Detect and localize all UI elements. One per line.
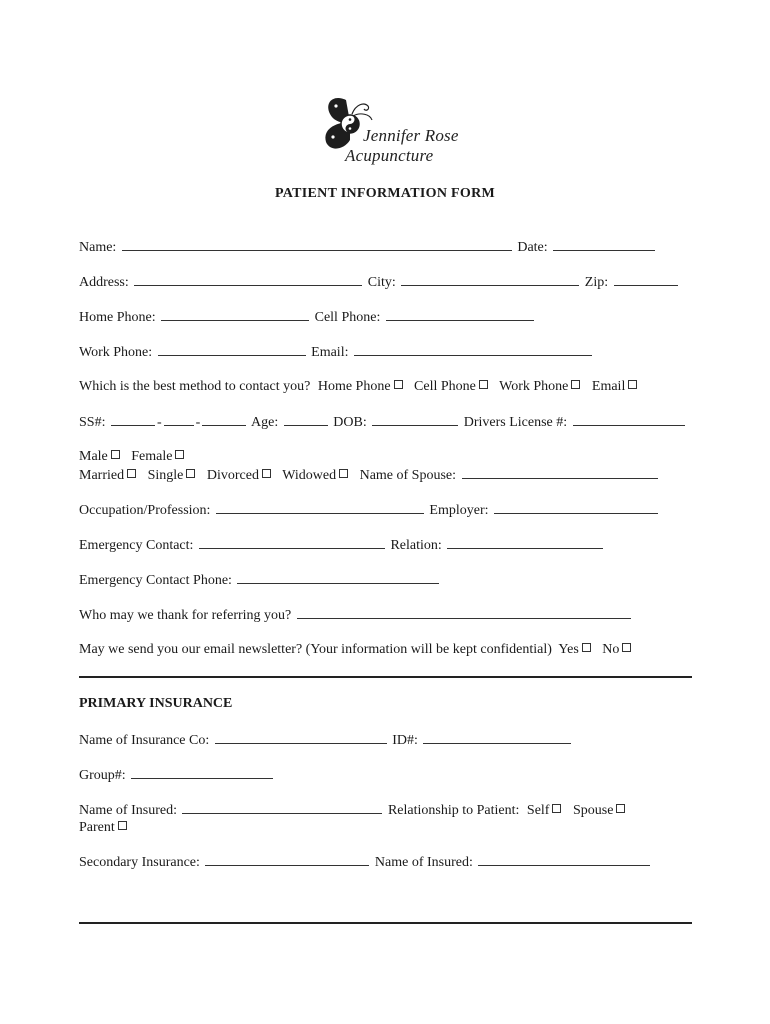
name-row <box>79 238 657 257</box>
section-divider <box>79 676 692 678</box>
emergency-contact-field[interactable] <box>199 536 385 549</box>
contact-option-cell-phone[interactable]: Cell Phone <box>414 379 488 394</box>
contact-option-home-phone[interactable]: Home Phone <box>318 379 403 394</box>
ssn-field-part2[interactable] <box>164 413 194 426</box>
email-label: Email: <box>311 345 349 360</box>
insurance-id-label: ID#: <box>392 733 418 748</box>
checkbox[interactable] <box>552 804 561 813</box>
insured-row-wrap <box>79 819 127 837</box>
page-title: PATIENT INFORMATION FORM <box>274 186 496 201</box>
checkbox[interactable] <box>111 450 120 459</box>
occupation-field[interactable] <box>216 501 424 514</box>
newsletter-option-yes[interactable]: Yes <box>558 642 590 657</box>
dob-field[interactable] <box>372 413 458 426</box>
license-label: Drivers License #: <box>463 415 568 430</box>
home-phone-label: Home Phone: <box>79 310 156 325</box>
newsletter-option-no[interactable]: No <box>602 642 631 657</box>
secondary-insurance-row <box>79 853 652 872</box>
address-row <box>79 273 680 292</box>
checkbox[interactable] <box>616 804 625 813</box>
ssn-field-part1[interactable] <box>111 413 155 426</box>
gender-row <box>79 448 184 466</box>
license-field[interactable] <box>573 413 685 426</box>
name-field[interactable] <box>122 238 512 251</box>
occupation-row <box>79 501 660 520</box>
section-title-primary-insurance: PRIMARY INSURANCE <box>79 696 233 711</box>
cell-phone-field[interactable] <box>386 308 534 321</box>
date-field[interactable] <box>553 238 655 251</box>
emergency-phone-field[interactable] <box>237 571 439 584</box>
id-details-row: SS#: - - Age: DOB: Drivers License #: <box>79 413 687 432</box>
relationship-label: Relationship to Patient: <box>387 803 520 818</box>
spouse-label: Name of Spouse: <box>359 468 457 483</box>
secondary-insured-field[interactable] <box>478 853 650 866</box>
logo-text-line2: Acupuncture <box>345 146 434 165</box>
insured-field[interactable] <box>182 801 382 814</box>
insured-label: Name of Insured: <box>79 803 177 818</box>
address-field[interactable] <box>134 273 362 286</box>
checkbox[interactable] <box>628 380 637 389</box>
insurance-company-field[interactable] <box>215 731 387 744</box>
marital-row <box>79 466 660 485</box>
referral-label: Who may we thank for referring you? <box>79 608 292 623</box>
marital-option-divorced[interactable]: Divorced <box>207 468 271 483</box>
checkbox[interactable] <box>262 469 271 478</box>
checkbox[interactable] <box>622 643 631 652</box>
name-label: Name: <box>79 240 117 255</box>
contact-method-question: Which is the best method to contact you? <box>79 379 311 394</box>
referral-field[interactable] <box>297 606 631 619</box>
dob-label: DOB: <box>333 415 367 430</box>
insurance-company-label: Name of Insurance Co: <box>79 733 210 748</box>
zip-label: Zip: <box>584 275 609 290</box>
checkbox[interactable] <box>118 821 127 830</box>
relation-field[interactable] <box>447 536 603 549</box>
employer-field[interactable] <box>494 501 658 514</box>
logo-text-line1: Jennifer Rose <box>363 126 459 145</box>
referral-row <box>79 606 633 625</box>
checkbox[interactable] <box>394 380 403 389</box>
contact-option-email[interactable]: Email <box>592 379 637 394</box>
emergency-contact-row <box>79 536 605 555</box>
email-field[interactable] <box>354 343 592 356</box>
insurance-id-field[interactable] <box>423 731 571 744</box>
ssn-field-part3[interactable] <box>202 413 246 426</box>
contact-method-row <box>79 378 637 396</box>
relationship-option-parent[interactable]: Parent <box>79 820 127 835</box>
spouse-field[interactable] <box>462 466 658 479</box>
address-label: Address: <box>79 275 129 290</box>
group-field[interactable] <box>131 766 273 779</box>
checkbox[interactable] <box>186 469 195 478</box>
checkbox[interactable] <box>571 380 580 389</box>
marital-option-widowed[interactable]: Widowed <box>282 468 348 483</box>
zip-field[interactable] <box>614 273 678 286</box>
emergency-phone-row <box>79 571 441 590</box>
work-phone-field[interactable] <box>158 343 306 356</box>
home-phone-field[interactable] <box>161 308 309 321</box>
secondary-insurance-label: Secondary Insurance: <box>79 855 200 870</box>
group-label: Group#: <box>79 768 126 783</box>
marital-option-married[interactable]: Married <box>79 468 136 483</box>
cell-phone-label: Cell Phone: <box>314 310 381 325</box>
age-field[interactable] <box>284 413 328 426</box>
date-label: Date: <box>517 240 548 255</box>
secondary-insured-label: Name of Insured: <box>374 855 473 870</box>
marital-option-single[interactable]: Single <box>148 468 196 483</box>
occupation-label: Occupation/Profession: <box>79 503 211 518</box>
contact-option-work-phone[interactable]: Work Phone <box>499 379 580 394</box>
newsletter-question: May we send you our email newsletter? (Your information will be kept confidential) <box>79 642 552 657</box>
work-phone-email-row <box>79 343 594 362</box>
city-label: City: <box>367 275 396 290</box>
home-cell-phone-row <box>79 308 536 327</box>
gender-option-male[interactable]: Male <box>79 449 120 464</box>
emergency-contact-label: Emergency Contact: <box>79 538 194 553</box>
ssn-label: SS#: <box>79 415 106 430</box>
checkbox[interactable] <box>582 643 591 652</box>
logo <box>316 92 466 168</box>
checkbox[interactable] <box>339 469 348 478</box>
emergency-phone-label: Emergency Contact Phone: <box>79 573 232 588</box>
newsletter-row <box>79 641 631 659</box>
age-label: Age: <box>251 415 279 430</box>
relationship-option-self[interactable]: Self <box>527 803 562 818</box>
insurance-company-row <box>79 731 573 750</box>
checkbox[interactable] <box>127 469 136 478</box>
relation-label: Relation: <box>390 538 442 553</box>
city-field[interactable] <box>401 273 579 286</box>
secondary-insurance-field[interactable] <box>205 853 369 866</box>
bottom-divider <box>79 922 692 924</box>
work-phone-label: Work Phone: <box>79 345 153 360</box>
insured-row <box>79 801 625 820</box>
checkbox[interactable] <box>479 380 488 389</box>
relationship-option-spouse[interactable]: Spouse <box>573 803 625 818</box>
employer-label: Employer: <box>429 503 489 518</box>
gender-option-female[interactable]: Female <box>131 449 184 464</box>
checkbox[interactable] <box>175 450 184 459</box>
group-row <box>79 766 275 785</box>
